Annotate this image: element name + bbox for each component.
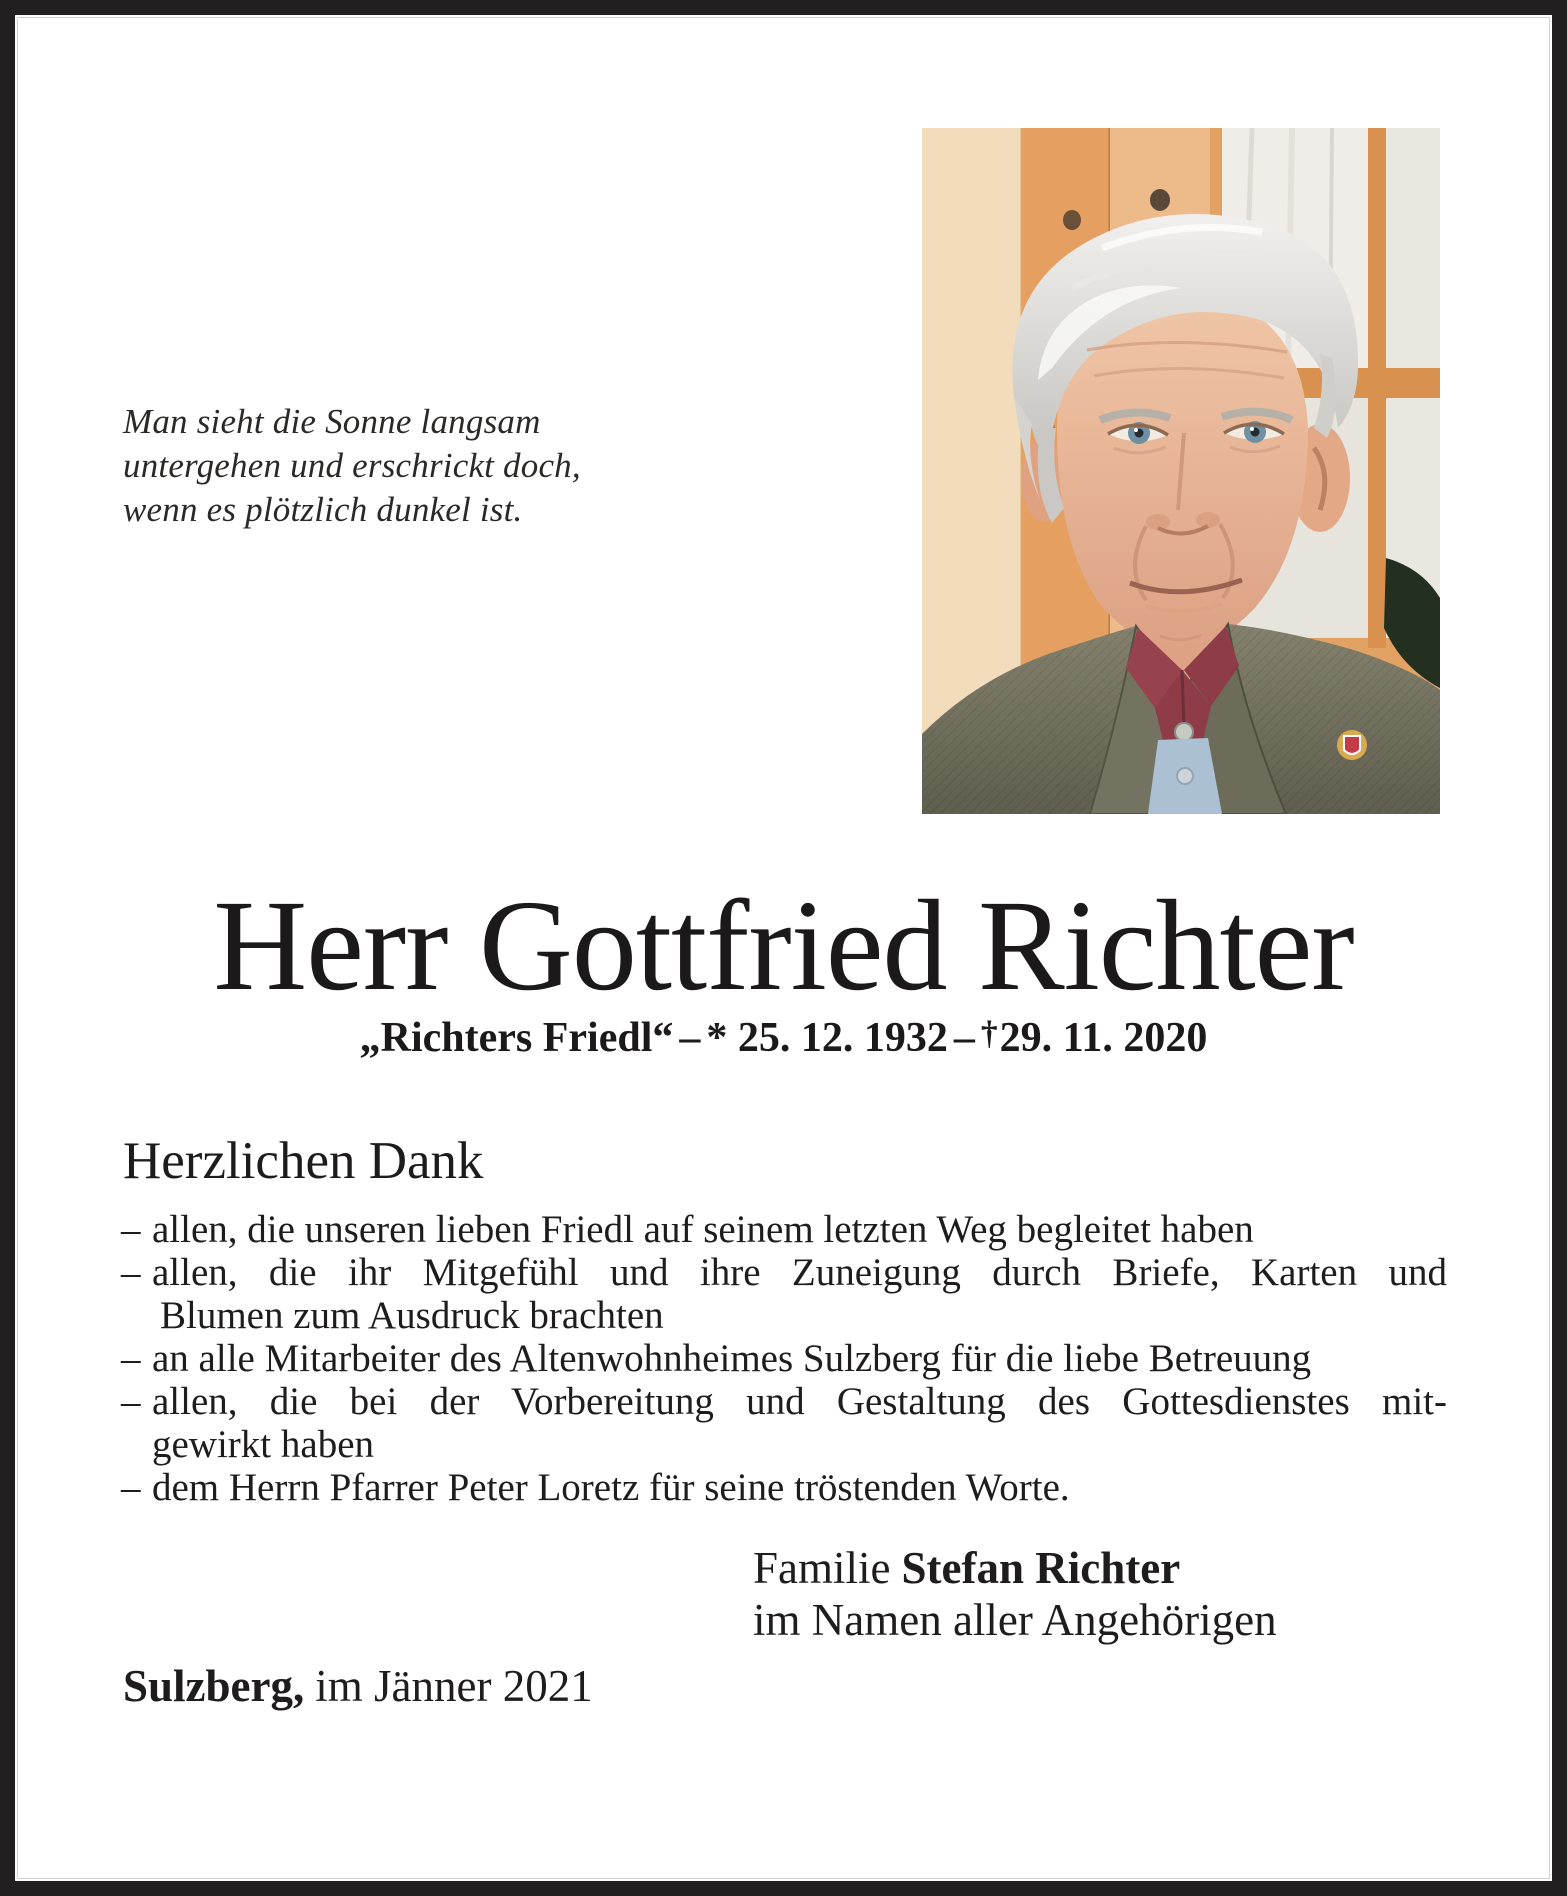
signature-prefix: Familie bbox=[753, 1543, 891, 1593]
list-dash: – bbox=[121, 1466, 141, 1509]
list-dash: – bbox=[121, 1337, 141, 1380]
death-date: 29. 11. 2020 bbox=[999, 1015, 1208, 1061]
thanks-list bbox=[121, 1208, 1451, 1509]
thanks-item-text: allen, die bei der Vorbereitung und Gestaltung des Gottesdienstes mit- bbox=[152, 1380, 1447, 1423]
thanks-item bbox=[121, 1251, 1451, 1294]
quote-line-3: wenn es plötzlich dunkel ist. bbox=[123, 490, 523, 529]
quote-line-1: Man sieht die Sonne langsam bbox=[123, 402, 541, 441]
birth-date: 25. 12. 1932 bbox=[737, 1015, 948, 1061]
closing-date: im Jänner 2021 bbox=[315, 1661, 593, 1711]
thanks-item bbox=[121, 1380, 1451, 1423]
thanks-item bbox=[121, 1466, 1451, 1509]
thanks-item-text: allen, die ihr Mitgefühl und ihre Zuneigung durch Briefe, Karten und bbox=[152, 1251, 1447, 1294]
thanks-heading: Herzlichen Dank bbox=[123, 1132, 484, 1190]
portrait-illustration bbox=[922, 128, 1440, 814]
thanks-item bbox=[121, 1208, 1451, 1251]
thanks-item-text: Blumen zum Ausdruck brachten bbox=[160, 1294, 664, 1337]
thanks-item-text: an alle Mitarbeiter des Altenwohnheimes Sulzberg für die liebe Betreuung bbox=[152, 1337, 1312, 1380]
lapel-badge-pin bbox=[1337, 730, 1367, 760]
portrait-photo bbox=[922, 128, 1440, 814]
quote-line-2: untergehen und erschrickt doch, bbox=[123, 446, 581, 485]
nickname: „Richters Friedl“ bbox=[359, 1015, 674, 1061]
subtitle-dash-1: – bbox=[679, 1015, 701, 1061]
thanks-item-continuation bbox=[121, 1294, 1451, 1337]
subtitle-dash-2: – bbox=[953, 1015, 975, 1061]
thanks-item-text: allen, die unseren lieben Friedl auf seinem letzten Weg begleitet haben bbox=[152, 1208, 1254, 1251]
thanks-item bbox=[121, 1337, 1451, 1380]
memorial-quote bbox=[123, 400, 581, 532]
signature-name: Stefan Richter bbox=[901, 1543, 1181, 1593]
family-signature bbox=[753, 1542, 1277, 1646]
list-dash: – bbox=[121, 1251, 141, 1294]
deceased-name-title: Herr Gottfried Richter bbox=[213, 874, 1354, 1018]
place-date-line bbox=[123, 1660, 593, 1712]
signature-line-2: im Namen aller Angehörigen bbox=[753, 1595, 1277, 1645]
signature-line-1 bbox=[753, 1542, 1277, 1594]
thanks-item-continuation bbox=[121, 1423, 1451, 1466]
list-dash: – bbox=[121, 1380, 141, 1423]
death-symbol: † bbox=[980, 1014, 998, 1052]
deceased-subtitle bbox=[0, 1014, 1567, 1065]
birth-symbol: * bbox=[706, 1015, 728, 1061]
thanks-item-text: gewirkt haben bbox=[152, 1423, 375, 1466]
closing-place: Sulzberg, bbox=[123, 1661, 305, 1711]
list-dash: – bbox=[121, 1208, 141, 1251]
thanks-item-text: dem Herrn Pfarrer Peter Loretz für seine tröstenden Worte. bbox=[152, 1466, 1070, 1509]
